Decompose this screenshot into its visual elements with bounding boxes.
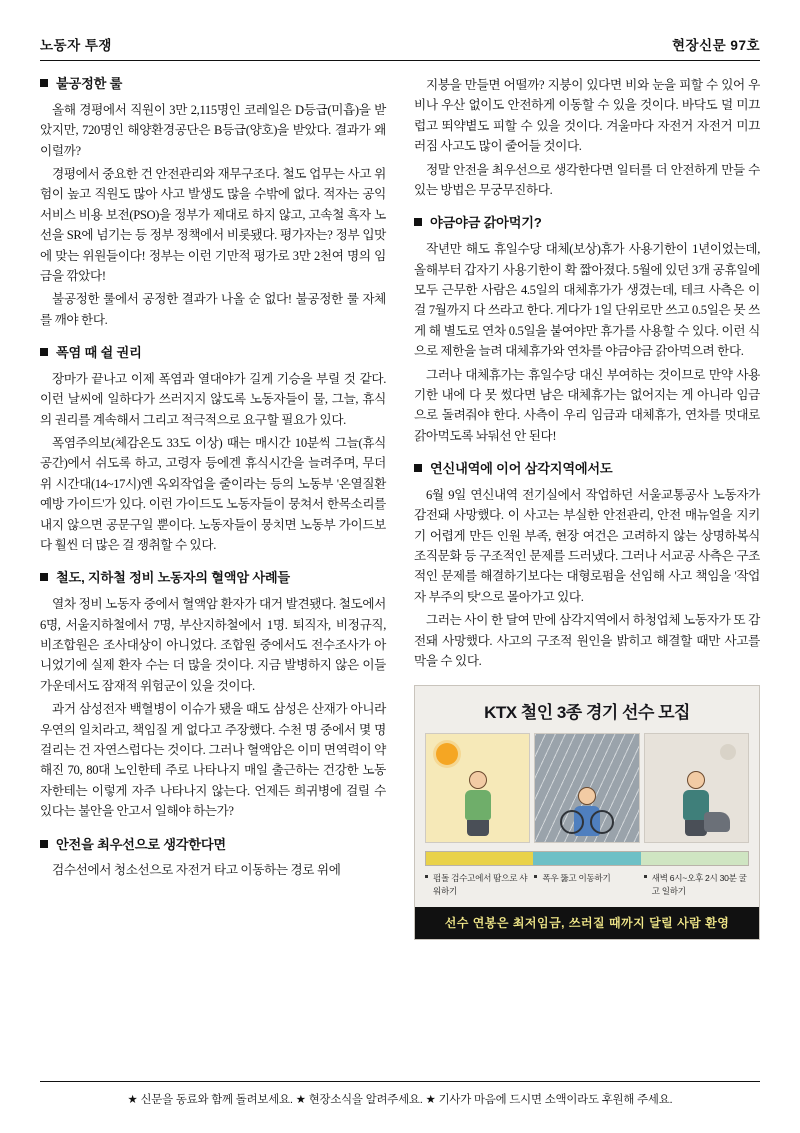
masthead-divider	[40, 60, 760, 61]
paragraph: 폭염주의보(체감온도 33도 이상) 때는 매시간 10분씩 그늘(휴식공간)에서 쉬도록 하고, 고령자 등에겐 휴식시간을 늘려주며, 무더위 시간대(14~17시)엔 옥외작업을 줄이라는 등의 노동부 '온열질환 예방 가이드'가 있다. 이런 가이드도 노동자들이 뭉쳐서 한목소리를 내지 않으면 공문구일 뿐이다. 노동자들이 뭉치면 노동부 가이드보다 훨씬 더 많은 걸 쟁취할 수 있다.	[40, 436, 386, 553]
poster-caption: 폭우 뚫고 이동하기	[534, 872, 639, 897]
poster-illustration	[414, 685, 760, 940]
paragraph: 열차 정비 노동자 중에서 혈액암 환자가 대거 발견됐다. 철도에서 6명, 서울지하철에서 7명, 부산지하철에서 1명. 퇴직자, 비정규직, 비조합원은 조사대상이 아니었다. 조합원 중에서도 전수조사가 아니었기에 실제 환자 수는 더 많을 것이다. 지금 발병하지 않은 이들 가운데서도 잠재적 위험군이 있을 것이다.	[40, 597, 386, 693]
head-shape	[687, 771, 705, 789]
paragraph: 불공정한 룰에서 공정한 결과가 나올 순 없다! 불공정한 룰 자체를 깨야 한다.	[40, 292, 386, 327]
section-heading-blood-cancer-cases: 철도, 지하철 정비 노동자의 혈액암 사례들	[40, 569, 386, 587]
poster-scene-dawn	[644, 733, 749, 843]
paragraph: 올해 경평에서 직원이 3만 2,115명인 코레일은 D등급(미흡)을 받았지만, 720명인 해양환경공단은 B등급(양호)을 받았다. 결과가 왜 이럴까?	[40, 102, 386, 158]
left-column	[40, 75, 386, 1050]
head-shape	[578, 787, 596, 805]
right-column	[414, 75, 760, 1050]
paragraph: 정말 안전을 최우선으로 생각한다면 일터를 더 안전하게 만들 수 있는 방법은 무궁무진하다.	[414, 162, 760, 197]
poster-title: KTX 철인 3종 경기 선수 모집	[484, 703, 690, 723]
poster-captions	[415, 866, 759, 907]
paragraph: 장마가 끝나고 이제 폭염과 열대야가 길게 기승을 부릴 것 같다. 이런 날씨에 일하다가 쓰러지지 않도록 노동자들이 물, 그늘, 휴식의 권리를 계속해서 그리고 적극적으로 요구할 필요가 있다.	[40, 371, 386, 427]
wheel-shape	[590, 810, 614, 834]
paragraph: 그러는 사이 한 달여 만에 삼각지역에서 하청업체 노동자가 또 감전돼 사망했다. 사고의 구조적 원인을 밝히고 해결할 때만 사고를 막을 수 있다.	[414, 613, 760, 668]
masthead-left-title: 노동자 투쟁	[40, 38, 112, 53]
paragraph: 과거 삼성전자 백혈병이 이슈가 됐을 때도 삼성은 산재가 아니라 우연의 일치라고, 책임질 게 없다고 주장했다. 수천 명 중에서 몇 명 걸리는 건 자연스럽다는 것이다. 그러나 혈액암은 이미 면역력이 약해진 70, 80대 노인한테 주로 나타나지 매일 출근하는 건강한 노동자한테는 이렇게 자주 나타나지 않는다. 언제든 희귀병에 걸릴 수 있다는 불안을 안고서 일해야 하는가?	[40, 702, 386, 819]
paragraph: 경평에서 중요한 건 안전관리와 재무구조다. 철도 업무는 사고 위험이 높고 직원도 많아 사고 발생도 많을 수밖에 없다. 적자는 공익서비스 비용 보전(PSO)을 정부가 제대로 하지 않고, 고속철 흑자 노선을 SR에 넘기는 등 정부 정책에서 비롯됐다. 평가자는? 정부 입맛에 맞는 위원들이다! 정부는 이런 기만적 평가로 3만 2천여 명의 임금을 깎았다!	[40, 166, 386, 283]
poster-scenes	[415, 733, 759, 843]
bicycle-icon	[560, 812, 614, 834]
poster-scene-rain	[534, 733, 639, 843]
torso-shape	[465, 790, 491, 820]
head-shape	[469, 771, 487, 789]
bar-segment-yellow	[426, 852, 533, 865]
masthead-right-title: 현장신문 97호	[672, 38, 760, 53]
section-heading-unfair-rule: 불공정한 룰	[40, 75, 386, 93]
poster-scene-heat	[425, 733, 530, 843]
legs-shape	[467, 820, 489, 836]
wheel-shape	[560, 810, 584, 834]
poster-caption: 펌돌 검수고에서 땀으로 샤워하기	[425, 872, 530, 897]
poster-color-bar	[425, 851, 749, 866]
sun-icon	[436, 743, 458, 765]
paragraph: 작년만 해도 휴일수당 대체(보상)휴가 사용기한이 1년이었는데, 올해부터 갑자기 사용기한이 확 짧아졌다. 5월에 있던 3개 공휴일에 모두 근무한 사람은 4.5일의 대체휴가가 생겼는데, 테크 사측은 이걸 7월까지 다 쓰라고 한다. 게다가 1일 단위로만 쓰고 0.5일은 못 쓰게 해 별도로 연차 0.5일을 붙여야만 휴가를 사용할 수 있다. 이런 식으로 제한을 늘려 대체휴가와 연차를 야금야금 갉아먹으려 한다.	[414, 242, 760, 359]
section-heading-heat-rest-right: 폭염 때 쉴 권리	[40, 344, 386, 362]
section-heading-samgakji-station: 연신내역에 이어 삼각지역에서도	[414, 460, 760, 478]
paragraph: 지붕을 만들면 어떨까? 지붕이 있다면 비와 눈을 피할 수 있어 우비나 우산 없이도 안전하게 이동할 수 있을 것이다. 바닥도 덜 미끄럽고 뙤약볕도 피할 수 있을 것이다. 겨울마다 자전거 자전거 미끄러짐 사고도 많이 줄어들 것이다.	[414, 78, 760, 154]
page-footer: ★ 신문을 동료와 함께 돌려보세요. ★ 현장소식을 알려주세요. ★ 기사가 마음에 드시면 소액이라도 후원해 주세요.	[40, 1081, 760, 1107]
worker-figure-sweating	[465, 771, 491, 836]
masthead	[40, 34, 760, 60]
bag-icon	[704, 812, 730, 832]
bar-segment-teal	[533, 852, 640, 865]
bar-segment-green	[641, 852, 748, 865]
paragraph: 그러나 대체휴가는 휴일수당 대신 부여하는 것이므로 만약 사용기한 내에 다 못 썼다면 남은 대체휴가는 없어지는 게 아니라 임금으로 돌려줘야 한다. 사측이 우리 임금과 대체휴가, 연차를 멋대로 갉아먹도록 놔둬선 안 된다!	[414, 367, 760, 443]
section-heading-safety-first: 안전을 최우선으로 생각한다면	[40, 836, 386, 854]
paragraph: 6월 9일 연신내역 전기실에서 작업하던 서울교통공사 노동자가 감전돼 사망했다. 이 사고는 부실한 안전관리, 안전 매뉴얼을 지키기 어렵게 만든 인원 부족, 현장 여건은 고려하지 않는 상명하복식 조직문화 등 구조적인 문제를 드러냈다. 그러나 서교공 사측은 구조적인 문제를 해결하기보다는 대형로펌을 선임해 사고 책임을 '작업자 부주의 탓'으로 몰아가고 있다.	[414, 487, 760, 604]
article-columns	[40, 75, 760, 1050]
section-heading-nibbling-away: 야금야금 갉아먹기?	[414, 214, 760, 232]
poster-footer-banner: 선수 연봉은 최저임금, 쓰러질 때까지 달릴 사람 환영	[415, 907, 759, 939]
moon-icon	[720, 744, 736, 760]
poster-caption: 새벽 6시~오후 2시 30분 굴고 일하기	[644, 872, 749, 897]
paragraph: 검수선에서 청소선으로 자전거 타고 이동하는 경로 위에	[52, 863, 341, 878]
